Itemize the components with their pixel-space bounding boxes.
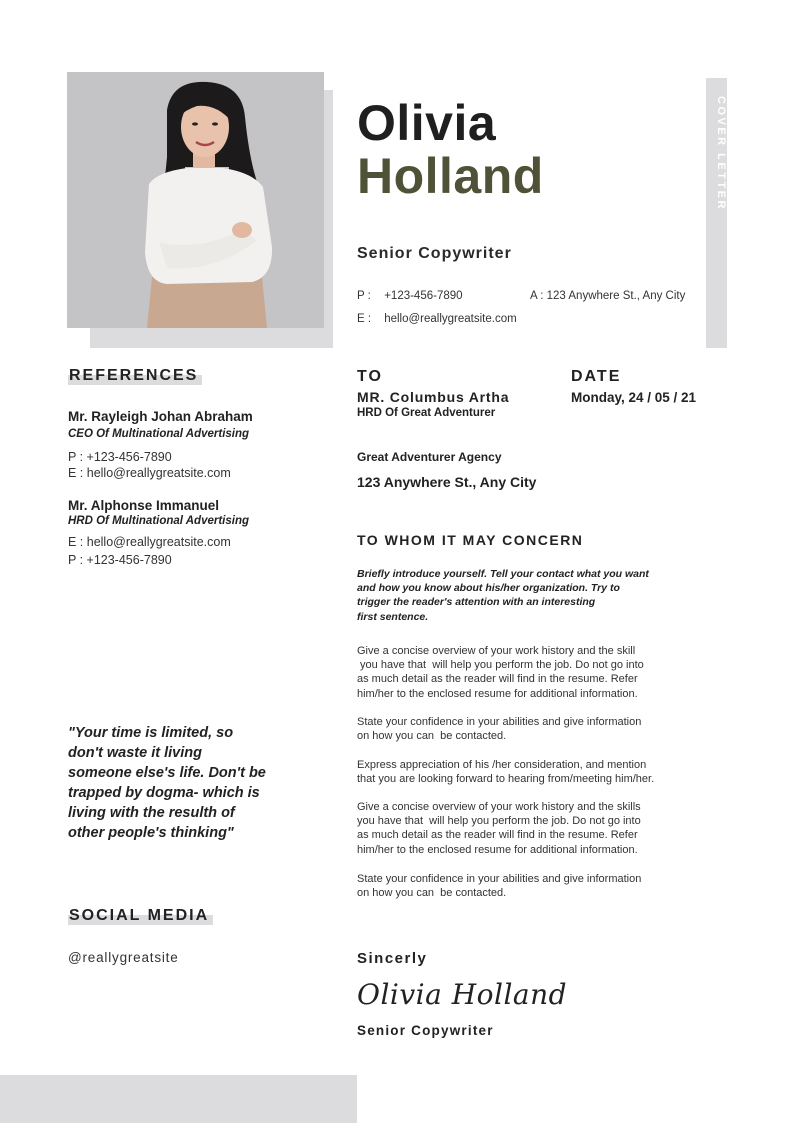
cover-letter-strip — [706, 78, 727, 348]
recipient-role: HRD Of Great Adventurer — [357, 407, 496, 419]
to-heading: TO — [357, 368, 383, 385]
salutation: TO WHOM IT MAY CONCERN — [357, 532, 584, 548]
first-name: Olivia — [357, 95, 497, 151]
email-label: E : — [357, 313, 372, 325]
cover-letter-label: COVER LETTER — [715, 96, 727, 211]
paragraph-line: as much detail as the reader will find in the resume. Refer — [357, 673, 638, 686]
paragraph-line: that you are looking forward to hearing from/meeting him/her. — [357, 773, 655, 786]
recipient-agency: Great Adventurer Agency — [357, 450, 502, 464]
reference-2-line1: E : hello@reallygreatsite.com — [68, 535, 231, 549]
quote-text: "Your time is limited, so don't waste it living someone else's life. Don't be trapped by dogma- which is living with the resulth of other people's thinking" — [68, 725, 266, 841]
address-contact — [530, 290, 685, 302]
job-title: Senior Copywriter — [357, 245, 512, 262]
intro-line: first sentence. — [357, 610, 429, 623]
paragraph-line: on how you can be contacted. — [357, 887, 507, 900]
signature-title: Senior Copywriter — [357, 1023, 494, 1038]
social-media-section — [68, 907, 213, 925]
paragraph-line: on how you can be contacted. — [357, 730, 507, 743]
body-paragraph-5 — [357, 872, 677, 900]
paragraph-line: Express appreciation of his /her consideration, and mention — [357, 759, 647, 771]
social-handle: @reallygreatsite — [68, 950, 179, 965]
address-label: A : — [530, 290, 544, 302]
paragraph-line: you have that will help you perform the job. Do not go into — [357, 659, 644, 672]
profile-photo — [67, 72, 324, 328]
body-paragraph-1 — [357, 644, 677, 701]
phone-value: +123-456-7890 — [384, 290, 463, 302]
paragraph-line: State your confidence in your abilities and give information — [357, 716, 642, 728]
email-value: hello@reallygreatsite.com — [384, 313, 517, 325]
paragraph-line: Give a concise overview of your work history and the skill — [357, 645, 636, 657]
paragraph-line: him/her to the enclosed resume for additional information. — [357, 843, 638, 856]
recipient-address: 123 Anywhere St., Any City — [357, 474, 537, 490]
reference-2-name: Mr. Alphonse Immanuel — [68, 498, 220, 513]
body-paragraph-3 — [357, 758, 677, 786]
phone-label: P : — [357, 290, 371, 302]
footer-bar — [0, 1075, 357, 1123]
person-portrait-illustration — [67, 72, 324, 328]
social-media-heading: SOCIAL MEDIA — [68, 907, 213, 925]
reference-1-line2: E : hello@reallygreatsite.com — [68, 466, 231, 480]
intro-paragraph — [357, 567, 667, 624]
body-paragraph-4 — [357, 800, 677, 857]
signature: Olivia Holland — [357, 978, 568, 1011]
intro-line: Briefly introduce yourself. Tell your contact what you want — [357, 568, 649, 580]
paragraph-line: as much detail as the reader will find in the resume. Refer — [357, 829, 638, 842]
email-contact — [357, 313, 517, 325]
intro-line: and how you know about his/her organization. Try to — [357, 582, 620, 595]
reference-1-name: Mr. Rayleigh Johan Abraham — [68, 409, 253, 424]
paragraph-line: State your confidence in your abilities and give information — [357, 873, 642, 885]
recipient-name: MR. Columbus Artha — [357, 389, 510, 405]
paragraph-line: you have that will help you perform the job. Do not go into — [357, 815, 641, 828]
reference-1-line1: P : +123-456-7890 — [68, 450, 172, 464]
address-value: 123 Anywhere St., Any City — [546, 290, 686, 302]
phone-contact — [357, 290, 463, 302]
date-heading: DATE — [571, 368, 622, 385]
references-section — [68, 367, 202, 385]
intro-line: trigger the reader's attention with an interesting — [357, 596, 596, 609]
reference-2-line2: P : +123-456-7890 — [68, 553, 172, 567]
last-name: Holland — [357, 148, 544, 204]
paragraph-line: him/her to the enclosed resume for additional information. — [357, 687, 638, 700]
paragraph-line: Give a concise overview of your work history and the skills — [357, 801, 641, 813]
reference-1-role: CEO Of Multinational Advertising — [68, 428, 250, 440]
date-value: Monday, 24 / 05 / 21 — [571, 390, 697, 405]
references-heading: REFERENCES — [68, 367, 202, 385]
reference-2-role: HRD Of Multinational Advertising — [68, 515, 250, 527]
body-paragraph-2 — [357, 715, 677, 743]
closing: Sincerly — [357, 950, 428, 967]
